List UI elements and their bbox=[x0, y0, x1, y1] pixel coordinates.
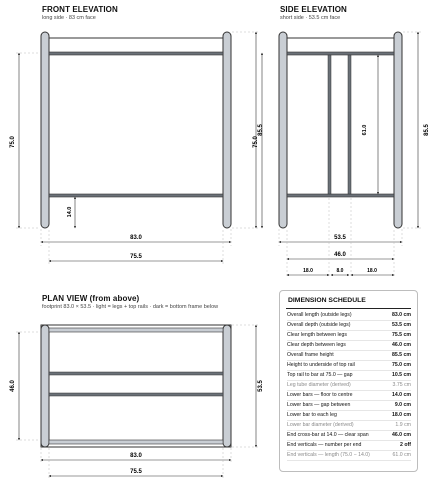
side-gap-mid-label: 8.0 bbox=[336, 268, 344, 274]
front-lower-bar bbox=[49, 194, 223, 197]
side-verticals-label: 61.0 bbox=[362, 124, 368, 136]
schedule-row-value: 10.5 cm bbox=[391, 372, 411, 378]
schedule-row bbox=[287, 351, 411, 361]
front-left-leg bbox=[41, 32, 49, 228]
front-height-label: 75.0 bbox=[10, 136, 16, 148]
side-inner-depth-label: 46.0 bbox=[334, 252, 346, 258]
schedule-row bbox=[287, 421, 411, 431]
schedule-row-label: Top rail to bar at 75.0 — gap bbox=[287, 372, 353, 378]
schedule-row bbox=[287, 391, 411, 401]
schedule-title: DIMENSION SCHEDULE bbox=[288, 297, 366, 304]
schedule-row bbox=[287, 381, 411, 391]
schedule-divider bbox=[286, 308, 411, 309]
schedule-row-value: 46.0 cm bbox=[391, 432, 411, 438]
front-top-rail bbox=[49, 38, 223, 54]
schedule-row-label: Lower bars — gap between bbox=[287, 402, 351, 408]
schedule-row bbox=[287, 361, 411, 371]
schedule-row-label: Lower bars — floor to centre bbox=[287, 392, 353, 398]
front-inner-width-label: 75.5 bbox=[130, 254, 142, 260]
schedule-row-label: Leg tube diameter (derived) bbox=[287, 382, 351, 388]
schedule-row-label: End verticals — length (75.0 − 14.0) bbox=[287, 452, 370, 458]
side-gap-left-label: 18.0 bbox=[303, 268, 313, 274]
schedule-row-label: Overall frame height bbox=[287, 352, 334, 358]
plan-inner-width-label: 75.5 bbox=[130, 469, 142, 475]
plan-frame-outer bbox=[41, 325, 231, 447]
side-outer-depth-label: 53.5 bbox=[334, 235, 346, 241]
schedule-row-value: 3.75 cm bbox=[392, 382, 411, 388]
schedule-row-value: 2 off bbox=[400, 442, 411, 448]
plan-view-drawing bbox=[10, 325, 264, 480]
schedule-row-value: 75.5 cm bbox=[391, 332, 411, 338]
schedule-row-label: End verticals — number per end bbox=[287, 442, 362, 448]
schedule-row-value: 85.5 cm bbox=[391, 352, 411, 358]
schedule-row bbox=[287, 321, 411, 331]
schedule-row-label: Lower bar to each leg bbox=[287, 412, 337, 418]
schedule-row-value: 61.0 cm bbox=[392, 452, 411, 458]
schedule-row-label: Clear depth between legs bbox=[287, 342, 346, 348]
schedule-row bbox=[287, 451, 411, 461]
plan-leg-top-left bbox=[41, 325, 49, 447]
side-top-rail bbox=[287, 38, 394, 54]
schedule-row bbox=[287, 431, 411, 441]
schedule-row-label: Overall depth (outside legs) bbox=[287, 322, 351, 328]
schedule-row-value: 1.9 cm bbox=[395, 422, 411, 428]
front-right-leg bbox=[223, 32, 231, 228]
side-elevation-title: SIDE ELEVATION bbox=[280, 5, 347, 14]
plan-lower-bar-2 bbox=[49, 393, 223, 396]
schedule-row-label: Height to underside of top rail bbox=[287, 362, 355, 368]
front-elevation-drawing bbox=[10, 32, 264, 265]
schedule-row-label: Lower bar diameter (derived) bbox=[287, 422, 354, 428]
schedule-row-value: 18.0 cm bbox=[391, 412, 411, 418]
schedule-rows bbox=[287, 311, 411, 461]
plan-outer-depth-label: 53.5 bbox=[258, 380, 264, 392]
side-end-vertical-left bbox=[328, 55, 331, 194]
front-outer-width-label: 83.0 bbox=[130, 235, 142, 241]
plan-top-rail-back bbox=[49, 328, 223, 332]
schedule-row-value: 46.0 cm bbox=[391, 342, 411, 348]
schedule-row bbox=[287, 441, 411, 451]
side-height-label: 75.0 bbox=[253, 136, 259, 148]
side-rail-at-75 bbox=[287, 52, 394, 55]
front-total-height-label: 85.5 bbox=[258, 124, 264, 136]
plan-lower-bar-1 bbox=[49, 372, 223, 375]
schedule-row bbox=[287, 401, 411, 411]
side-gap-right-label: 18.0 bbox=[367, 268, 377, 274]
schedule-row-value: 83.0 cm bbox=[391, 312, 411, 318]
schedule-row-value: 14.0 cm bbox=[391, 392, 411, 398]
schedule-row-value: 75.0 cm bbox=[391, 362, 411, 368]
schedule-row-label: End cross-bar at 14.0 — clear span bbox=[287, 432, 369, 438]
plan-view-subtitle: footprint 83.0 × 53.5 · light = legs + top rails · dark = bottom frame below bbox=[42, 304, 219, 310]
schedule-row-label: Clear length between legs bbox=[287, 332, 347, 338]
plan-inner-depth-label: 46.0 bbox=[10, 380, 16, 392]
side-total-height-label: 85.5 bbox=[424, 124, 430, 136]
schedule-row bbox=[287, 331, 411, 341]
dimension-schedule-panel bbox=[279, 290, 418, 472]
plan-outer-width-label: 83.0 bbox=[130, 453, 142, 459]
schedule-row bbox=[287, 411, 411, 421]
front-elevation-subtitle: long side · 83 cm face bbox=[42, 15, 96, 21]
schedule-row-value: 9.0 cm bbox=[394, 402, 411, 408]
side-left-leg bbox=[279, 32, 287, 228]
plan-leg-top-right bbox=[223, 325, 231, 447]
schedule-row bbox=[287, 371, 411, 381]
side-right-leg bbox=[394, 32, 402, 228]
plan-view-title: PLAN VIEW (from above) bbox=[42, 294, 140, 303]
side-lower-bar bbox=[287, 194, 394, 197]
schedule-row bbox=[287, 341, 411, 351]
front-rail-at-75 bbox=[49, 52, 223, 55]
schedule-row bbox=[287, 311, 411, 321]
plan-top-rail-front bbox=[49, 440, 223, 444]
front-bar-height-label: 14.0 bbox=[67, 206, 73, 218]
side-elevation-subtitle: short side · 53.5 cm face bbox=[280, 15, 341, 21]
side-end-vertical-right bbox=[348, 55, 351, 194]
schedule-row-value: 53.5 cm bbox=[391, 322, 411, 328]
front-elevation-title: FRONT ELEVATION bbox=[42, 5, 118, 14]
schedule-row-label: Overall length (outside legs) bbox=[287, 312, 352, 318]
side-elevation-drawing bbox=[253, 32, 430, 276]
